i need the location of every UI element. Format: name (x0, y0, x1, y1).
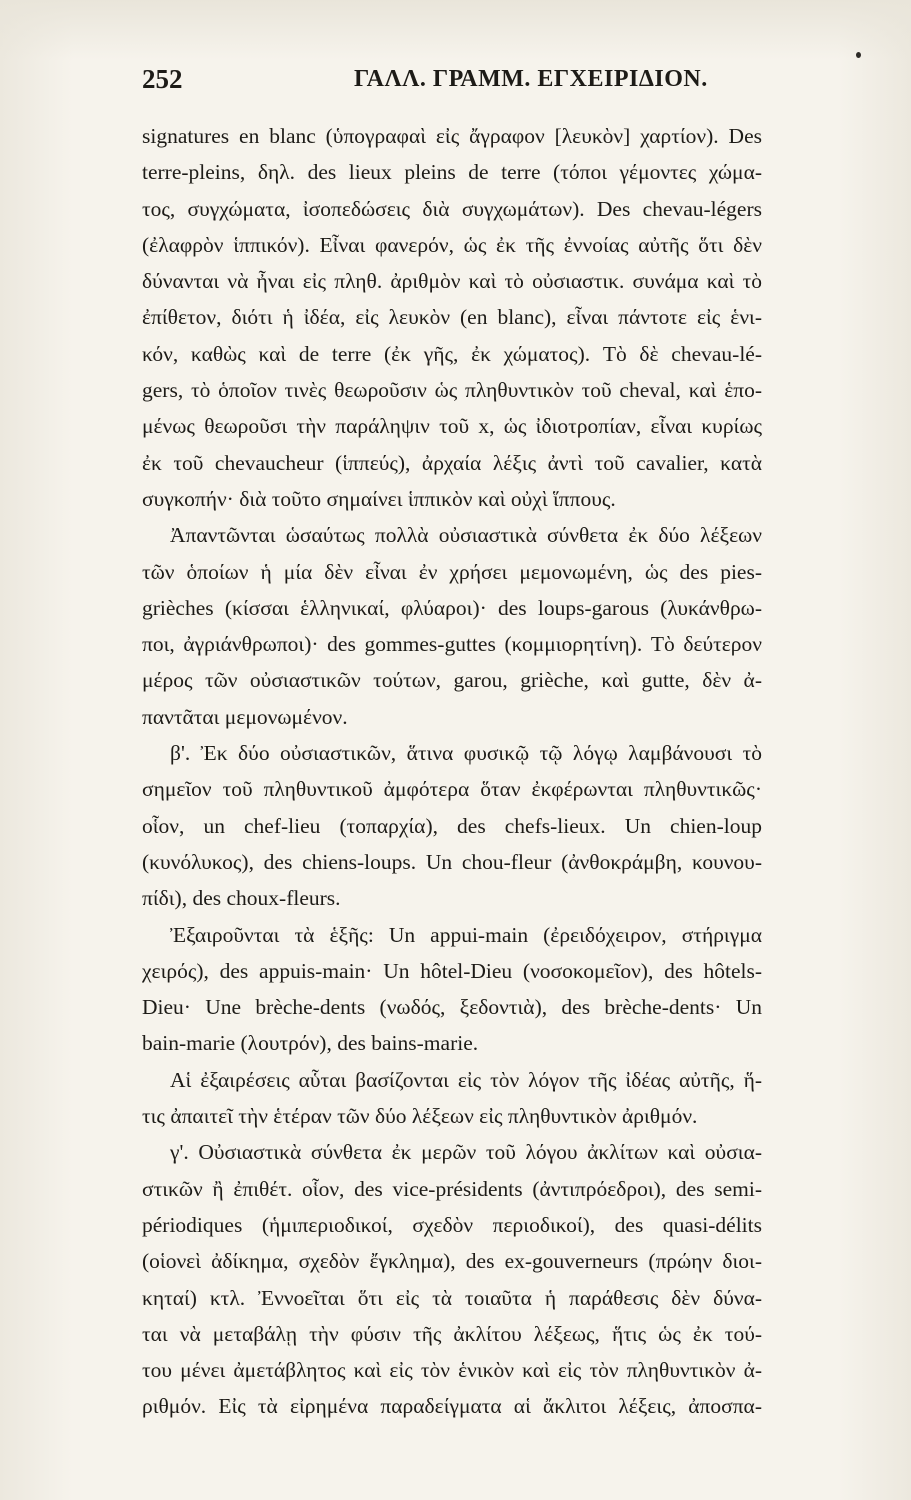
paragraph-start: Ἐξαιροῦνται τὰ ἑξῆς: Un appui-main (ἐρειδόχειρον, στήριγμα (170, 922, 762, 947)
bleed-through-shadow (0, 0, 911, 60)
text-line: μένως θεωροῦσι τὴν παράληψιν τοῦ x, ὡς ἰδιοτροπίαν, εἶναι κυρίως (142, 414, 762, 439)
text-line: (ἐλαφρὸν ἱππικόν). Εἶναι φανερόν, ὡς ἐκ τῆς ἐννοίας αὐτῆς ὅτι δὲν (142, 232, 762, 257)
paragraph-start: γ'. Οὐσιαστικὰ σύνθετα ἐκ μερῶν τοῦ λόγου ἀκλίτων καὶ οὐσια- (170, 1140, 762, 1165)
text-line: μέρος τῶν οὐσιαστικῶν τούτων, garou, grièche, καὶ gutte, δὲν ἀ- (142, 668, 762, 693)
text-line: ριθμόν. Εἰς τὰ εἰρημένα παραδείγματα αἱ ἄκλιτοι λέξεις, ἀποσπα- (142, 1394, 762, 1419)
text-line: ποι, ἀγριάνθρωποι)· des gommes-guttes (κομμιορητίνη). Τὸ δεύτερον (142, 632, 762, 657)
text-line: κόν, καθὼς καὶ de terre (ἐκ γῆς, ἐκ χώματος). Τὸ δὲ chevau-lé- (142, 341, 762, 366)
text-line: πίδι), des choux-fleurs. (142, 886, 341, 911)
paragraph-start: Αἱ ἐξαιρέσεις αὗται βασίζονται εἰς τὸν λόγον τῆς ἰδέας αὐτῆς, ἥ- (170, 1067, 762, 1092)
text-line: παντᾶται μεμονωμένον. (142, 704, 348, 729)
page-body (142, 118, 762, 1425)
text-line: δύνανται νὰ ἦναι εἰς πληθ. ἀριθμὸν καὶ τὸ οὐσιαστικ. συνάμα καὶ τὸ (142, 269, 762, 294)
text-line: bain-marie (λουτρόν), des bains-marie. (142, 1031, 479, 1056)
running-title: ΓΑΛΛ. ΓΡΑΜΜ. ΕΓΧΕΙΡΙΔΙΟΝ. (354, 66, 708, 92)
text-line: του μένει ἀμετάβλητος καὶ εἰς τὸν ἑνικὸν καὶ εἰς τὸν πληθυντικὸν ἀ- (142, 1358, 762, 1383)
page-header (142, 64, 762, 104)
text-line: συγκοπήν· διὰ τοῦτο σημαίνει ἱππικὸν καὶ οὐχὶ ἵππους. (142, 486, 616, 511)
text-line: périodiques (ἡμιπεριοδικοί, σχεδὸν περιοδικοί), des quasi-délits (142, 1212, 762, 1237)
text-line: τις ἀπαιτεῖ τὴν ἑτέραν τῶν δύο λέξεων εἰς πληθυντικὸν ἀριθμόν. (142, 1104, 698, 1129)
text-line: τῶν ὁποίων ἡ μία δὲν εἶναι ἐν χρήσει μεμονωμένη, ὡς des pies- (142, 559, 762, 584)
text-line: Dieu· Une brèche-dents (νωδός, ξεδοντιὰ), des brèche-dents· Un (142, 995, 762, 1020)
text-line: χειρός), des appuis-main· Un hôtel-Dieu (νοσοκομεῖον), des hôtels- (142, 958, 762, 983)
text-line: gers, τὸ ὁποῖον τινὲς θεωροῦσιν ὡς πληθυντικὸν τοῦ cheval, καὶ ἑπο- (142, 378, 762, 403)
text-line: ἐπίθετον, διότι ἡ ἰδέα, εἰς λευκὸν (en blanc), εἶναι πάντοτε εἰς ἑνι- (142, 305, 762, 330)
text-line: grièches (κίσσαι ἑλληνικαί, φλύαροι)· des loups-garous (λυκάνθρω- (142, 595, 762, 620)
text-line: κηταί) κτλ. Ἐννοεῖται ὅτι εἰς τὰ τοιαῦτα ἡ παράθεσις δὲν δύνα- (142, 1285, 762, 1310)
text-line: ται νὰ μεταβάλῃ τὴν φύσιν τῆς ἀκλίτου λέξεως, ἥτις ὡς ἐκ τού- (142, 1321, 762, 1346)
page-number: 252 (142, 64, 183, 94)
paragraph-start: Ἀπαντῶνται ὡσαύτως πολλὰ οὐσιαστικὰ σύνθετα ἐκ δύο λέξεων (170, 523, 762, 548)
text-line: σημεῖον τοῦ πληθυντικοῦ ἀμφότερα ὅταν ἐκφέρωνται πληθυντικῶς· (142, 777, 762, 802)
text-line: (κυνόλυκος), des chiens-loups. Un chou-fleur (ἀνθοκράμβη, κουνου- (142, 849, 762, 874)
text-line: στικῶν ἢ ἐπιθέτ. οἷον, des vice-présidents (ἀντιπρόεδροι), des semi- (142, 1176, 762, 1201)
text-line: τος, συγχώματα, ἰσοπεδώσεις διὰ συγχωμάτων). Des chevau-légers (142, 196, 762, 221)
text-line: terre-pleins, δηλ. des lieux pleins de terre (τόποι γέμοντες χώμα- (142, 160, 762, 185)
text-line: ἐκ τοῦ chevaucheur (ἱππεύς), ἀρχαία λέξις ἀντὶ τοῦ cavalier, κατὰ (142, 450, 762, 475)
paragraph-start: β'. Ἐκ δύο οὐσιαστικῶν, ἅτινα φυσικῷ τῷ λόγῳ λαμβάνουσι τὸ (170, 741, 762, 766)
text-line: signatures en blanc (ὑπογραφαὶ εἰς ἄγραφον [λευκὸν] χαρτίον). Des (142, 124, 762, 148)
text-line: οἷον, un chef-lieu (τοπαρχία), des chefs-lieux. Un chien-loup (142, 813, 762, 838)
ink-speck (856, 52, 861, 58)
text-line: (οἱονεὶ ἀδίκημα, σχεδὸν ἔγκλημα), des ex-gouverneurs (πρώην διοι- (142, 1249, 762, 1274)
